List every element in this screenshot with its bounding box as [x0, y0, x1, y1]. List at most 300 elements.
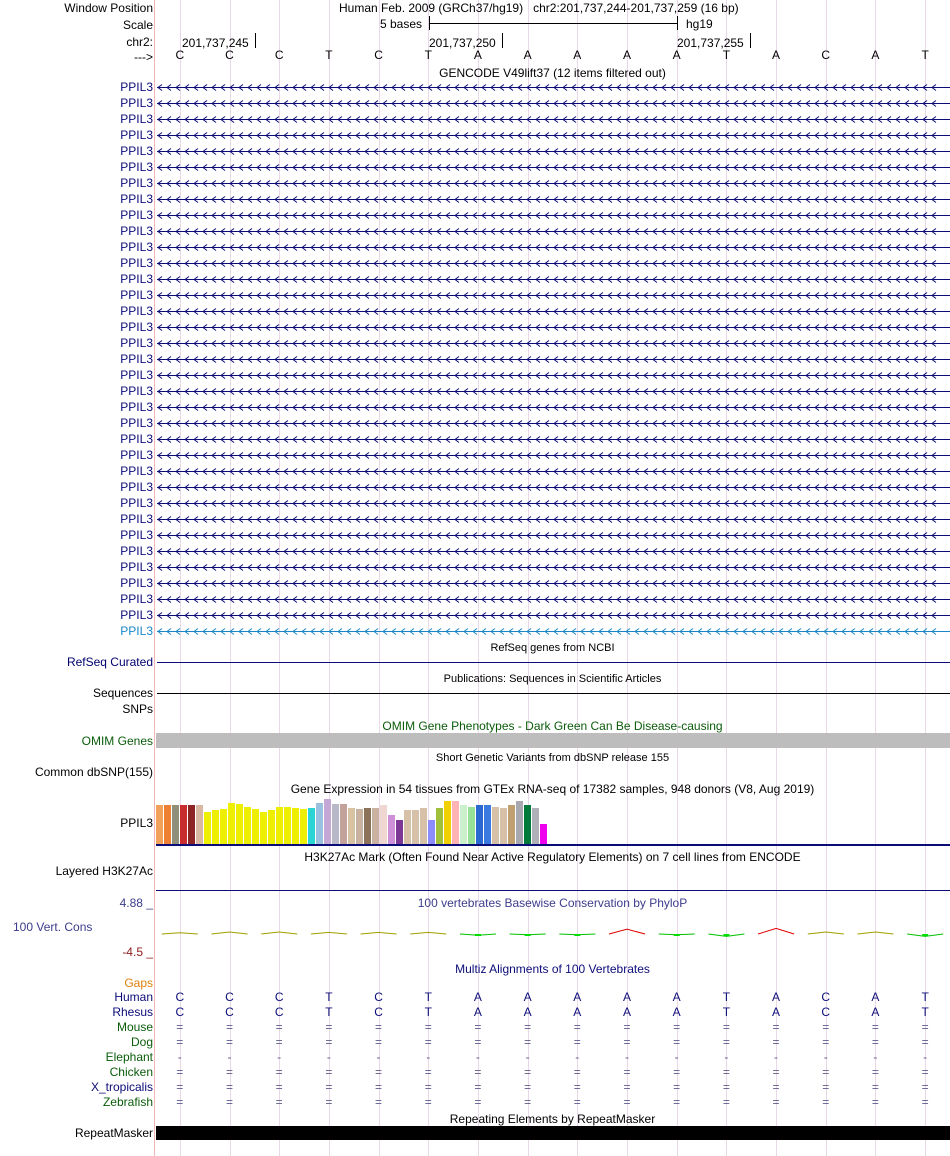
gtex-track-label[interactable]: PPIL3	[120, 816, 153, 830]
gencode-transcript-label[interactable]: PPIL3	[120, 352, 153, 366]
gencode-transcript-line[interactable]	[155, 448, 950, 462]
alignment-cell: A	[523, 990, 532, 1004]
gtex-tissue-bar[interactable]	[156, 805, 163, 845]
alignment-cell: =	[573, 1095, 581, 1109]
alignment-cell: T	[722, 990, 731, 1004]
alignment-cell: -	[923, 1050, 928, 1064]
gencode-transcript-line[interactable]	[155, 576, 950, 590]
alignment-cell: =	[822, 1020, 830, 1034]
alignment-cell: =	[921, 1080, 929, 1094]
alignment-cell: =	[722, 1065, 730, 1079]
alignment-cell: =	[424, 1020, 432, 1034]
alignment-cell: =	[871, 1065, 879, 1079]
alignment-cell: C	[274, 990, 284, 1004]
base-letter: C	[175, 48, 185, 62]
gencode-transcript-line[interactable]	[155, 608, 950, 622]
base-letter: A	[622, 48, 631, 62]
gencode-transcript-line[interactable]	[155, 544, 950, 558]
alignment-cell: =	[573, 1035, 581, 1049]
alignment-cell: =	[325, 1065, 333, 1079]
window-position: chr2:201,737,244-201,737,259 (16 bp)	[533, 1, 739, 15]
gencode-transcript-line[interactable]	[155, 96, 950, 110]
alignment-cell: T	[722, 1005, 731, 1019]
gencode-transcript-label[interactable]: PPIL3	[120, 464, 153, 478]
alignment-cell: =	[871, 1035, 879, 1049]
alignment-cell: T	[921, 990, 929, 1004]
h3k27ac-track-label[interactable]: Layered H3K27Ac	[55, 864, 153, 878]
alignment-cell: =	[176, 1095, 184, 1109]
refseq-track-title: RefSeq genes from NCBI	[490, 642, 615, 654]
assembly-name: Human Feb. 2009 (GRCh37/hg19)	[339, 1, 524, 15]
scale-bar-end	[677, 16, 678, 30]
gencode-transcript-line[interactable]	[155, 192, 950, 206]
gencode-transcript-line[interactable]	[155, 320, 950, 334]
base-letter: T	[325, 48, 333, 62]
phylop-negative-mark	[574, 934, 580, 936]
alignment-cell: C	[821, 990, 831, 1004]
alignment-cell: =	[424, 1065, 432, 1079]
gtex-tissue-bar[interactable]	[228, 803, 235, 845]
alignment-cell: =	[673, 1035, 681, 1049]
species-alignment-row	[155, 1080, 950, 1094]
alignment-cell: -	[227, 1050, 232, 1064]
alignment-cell: A	[523, 1005, 532, 1019]
alignment-cell: =	[921, 1035, 929, 1049]
gtex-tissue-bar[interactable]	[468, 807, 475, 845]
gtex-tissue-bar[interactable]	[236, 804, 243, 845]
phylop-score-mark	[609, 929, 645, 934]
dbsnp-track-title: Short Genetic Variants from dbSNP release 155	[435, 752, 670, 764]
alignment-cell: A	[772, 990, 781, 1004]
alignment-cell: A	[672, 1005, 681, 1019]
gtex-tissue-bar[interactable]	[420, 808, 427, 845]
gencode-transcript-line[interactable]	[155, 560, 950, 574]
gtex-tissue-bar[interactable]	[476, 805, 483, 845]
alignment-cell: -	[624, 1050, 629, 1064]
alignment-cell: A	[473, 1005, 482, 1019]
base-letter: A	[772, 48, 781, 62]
gencode-transcript-label[interactable]: PPIL3	[120, 208, 153, 222]
publications-track-title: Publications: Sequences in Scientific Articles	[443, 673, 662, 685]
base-letter: C	[374, 48, 383, 62]
alignment-cell: =	[225, 1020, 233, 1034]
alignment-cell: =	[822, 1035, 830, 1049]
alignment-cell: =	[623, 1095, 631, 1109]
gtex-tissue-bar[interactable]	[388, 815, 395, 845]
phylop-score-mark	[410, 932, 446, 934]
alignment-cell: =	[325, 1080, 333, 1094]
alignment-cell: =	[573, 1065, 581, 1079]
gtex-tissue-bar[interactable]	[292, 808, 299, 845]
alignment-cell: =	[225, 1095, 233, 1109]
gencode-transcript-label[interactable]: PPIL3	[120, 608, 153, 622]
gtex-tissue-bar[interactable]	[444, 801, 451, 845]
repeatmasker-track-title: Repeating Elements by RepeatMasker	[449, 1112, 656, 1126]
species-label[interactable]: Chicken	[109, 1065, 153, 1079]
phylop-max-label: 4.88 _	[119, 896, 153, 910]
alignment-cell: =	[673, 1065, 681, 1079]
alignment-cell: -	[376, 1050, 381, 1064]
species-alignment-row	[155, 990, 950, 1004]
alignment-cell: =	[673, 1020, 681, 1034]
alignment-cell: -	[177, 1050, 182, 1064]
alignment-cell: C	[225, 990, 234, 1004]
alignment-cell: =	[772, 1095, 780, 1109]
db-label: hg19	[686, 17, 713, 31]
gencode-transcript-label[interactable]: PPIL3	[120, 576, 153, 590]
species-alignment-row	[155, 1035, 950, 1049]
gtex-tissue-bar[interactable]	[268, 810, 275, 845]
species-label[interactable]: Mouse	[116, 1020, 153, 1034]
alignment-cell: =	[623, 1035, 631, 1049]
assembly-title	[339, 1, 739, 15]
base-letter: A	[672, 48, 681, 62]
alignment-cell: =	[573, 1020, 581, 1034]
gencode-transcript-line[interactable]	[155, 464, 950, 478]
species-label[interactable]: X_tropicalis	[90, 1080, 153, 1094]
gtex-tissue-bar[interactable]	[180, 805, 187, 845]
alignment-cell: A	[573, 990, 582, 1004]
gtex-tissue-bar[interactable]	[164, 805, 171, 845]
gtex-tissue-bar[interactable]	[188, 805, 195, 845]
gtex-tissue-bar[interactable]	[436, 808, 443, 845]
alignment-cell: C	[225, 1005, 234, 1019]
gencode-transcript-line[interactable]	[155, 432, 950, 446]
tick-label-1: 201,737,245	[182, 36, 249, 50]
gtex-tissue-bar[interactable]	[196, 805, 203, 845]
alignment-cell: -	[475, 1050, 480, 1064]
alignment-cell: =	[275, 1020, 283, 1034]
alignment-cell: =	[375, 1095, 383, 1109]
gencode-transcript-line[interactable]	[155, 384, 950, 398]
gtex-tissue-bar[interactable]	[324, 799, 331, 845]
scale-bar	[429, 23, 677, 24]
gencode-transcript-label[interactable]: PPIL3	[120, 192, 153, 206]
species-label[interactable]: Zebrafish	[102, 1095, 153, 1109]
alignment-cell: =	[822, 1065, 830, 1079]
gencode-transcript-line[interactable]	[155, 496, 950, 510]
gencode-transcript-label[interactable]: PPIL3	[120, 96, 153, 110]
gtex-tissue-bar[interactable]	[332, 804, 339, 845]
gtex-tissue-bar[interactable]	[372, 808, 379, 845]
gencode-transcript-label[interactable]: PPIL3	[120, 128, 153, 142]
gencode-transcript-label[interactable]: PPIL3	[120, 160, 153, 174]
gencode-track-title: GENCODE V49lift37 (12 items filtered out)	[439, 66, 666, 80]
gencode-transcript-line[interactable]	[155, 592, 950, 606]
alignment-cell: =	[225, 1080, 233, 1094]
phylop-score-mark	[758, 928, 794, 934]
alignment-cell: =	[325, 1095, 333, 1109]
alignment-cell: =	[375, 1020, 383, 1034]
species-alignment-row	[155, 1095, 950, 1109]
gencode-transcript-label[interactable]: PPIL3	[120, 432, 153, 446]
phylop-score-mark	[162, 933, 198, 934]
gencode-transcript-line[interactable]	[155, 368, 950, 382]
gencode-transcript-label[interactable]: PPIL3	[120, 176, 153, 190]
gencode-transcript-label[interactable]: PPIL3	[120, 496, 153, 510]
alignment-cell: =	[871, 1020, 879, 1034]
alignment-cell: C	[175, 990, 185, 1004]
alignment-cell: =	[673, 1095, 681, 1109]
refseq-gene-line[interactable]	[157, 662, 950, 663]
multiz-track-title: Multiz Alignments of 100 Vertebrates	[455, 962, 650, 976]
chr-label: chr2:	[126, 35, 153, 49]
alignment-cell: =	[474, 1080, 482, 1094]
gtex-tissue-bar[interactable]	[212, 810, 219, 845]
alignment-cell: T	[424, 990, 432, 1004]
gencode-transcript-line[interactable]	[155, 256, 950, 270]
gencode-transcript-line[interactable]	[155, 624, 950, 638]
alignment-cell: T	[921, 1005, 929, 1019]
gencode-transcript-line[interactable]	[155, 336, 950, 350]
phylop-score-mark	[212, 932, 248, 934]
alignment-cell: =	[623, 1080, 631, 1094]
gencode-transcript-label[interactable]: PPIL3	[120, 528, 153, 542]
alignment-cell: -	[426, 1050, 431, 1064]
gtex-tissue-bar[interactable]	[492, 807, 499, 845]
gtex-tissue-bar[interactable]	[484, 805, 491, 845]
alignment-cell: =	[623, 1065, 631, 1079]
gencode-transcript-line[interactable]	[155, 400, 950, 414]
alignment-cell: =	[225, 1035, 233, 1049]
alignment-cell: =	[424, 1080, 432, 1094]
alignment-cell: A	[772, 1005, 781, 1019]
gtex-expression-bars[interactable]	[156, 799, 556, 845]
gencode-transcript-line[interactable]	[155, 304, 950, 318]
gencode-transcript-line[interactable]	[155, 528, 950, 542]
omim-track-title: OMIM Gene Phenotypes - Dark Green Can Be Disease-causing	[382, 719, 723, 733]
gencode-transcript-label[interactable]: PPIL3	[120, 144, 153, 158]
alignment-cell: -	[823, 1050, 828, 1064]
gtex-tissue-bar[interactable]	[460, 805, 467, 845]
alignment-cell: C	[274, 1005, 284, 1019]
alignment-cell: =	[524, 1095, 532, 1109]
alignment-cell: A	[473, 990, 482, 1004]
gencode-transcript-label[interactable]: PPIL3	[120, 448, 153, 462]
alignment-cell: =	[623, 1020, 631, 1034]
gaps-track-label[interactable]: Gaps	[124, 976, 153, 990]
alignment-cell: =	[871, 1095, 879, 1109]
gencode-transcript-label[interactable]: PPIL3	[120, 240, 153, 254]
gencode-transcript-label[interactable]: PPIL3	[120, 480, 153, 494]
gtex-tissue-bar[interactable]	[244, 807, 251, 845]
gencode-transcript-label[interactable]: PPIL3	[120, 304, 153, 318]
gencode-transcript-label[interactable]: PPIL3	[120, 336, 153, 350]
alignment-cell: =	[772, 1080, 780, 1094]
gencode-transcript-label[interactable]: PPIL3	[120, 288, 153, 302]
gtex-tissue-bar[interactable]	[524, 805, 531, 845]
gtex-tissue-bar[interactable]	[300, 809, 307, 845]
alignment-cell: =	[275, 1065, 283, 1079]
gencode-transcript-line[interactable]	[155, 416, 950, 430]
gencode-transcript-line[interactable]	[155, 480, 950, 494]
alignment-cell: T	[325, 990, 333, 1004]
alignment-cell: =	[722, 1020, 730, 1034]
alignment-cell: =	[325, 1035, 333, 1049]
refseq-track-label[interactable]: RefSeq Curated	[66, 655, 153, 669]
alignment-cell: -	[277, 1050, 282, 1064]
gencode-transcript-line[interactable]	[155, 512, 950, 526]
base-sequence	[155, 48, 950, 62]
gtex-tissue-bar[interactable]	[284, 807, 291, 845]
gencode-transcript-line[interactable]	[155, 176, 950, 190]
tick-mark-3	[750, 33, 751, 48]
gencode-transcript-line[interactable]	[155, 352, 950, 366]
dbsnp-track-label[interactable]: Common dbSNP(155)	[34, 765, 153, 779]
tick-label-3: 201,737,255	[677, 36, 744, 50]
alignment-cell: =	[176, 1035, 184, 1049]
species-alignment-row	[155, 1020, 950, 1034]
gtex-tissue-bar[interactable]	[260, 812, 267, 845]
phylop-min-label: -4.5 _	[122, 945, 153, 959]
gencode-transcript-label[interactable]: PPIL3	[120, 272, 153, 286]
gencode-transcript-label[interactable]: PPIL3	[120, 416, 153, 430]
scale-label: Scale	[122, 18, 153, 32]
gencode-transcript-label[interactable]: PPIL3	[120, 512, 153, 526]
gtex-tissue-bar[interactable]	[412, 810, 419, 845]
repeatmasker-bar[interactable]	[156, 1126, 950, 1140]
alignment-cell: =	[772, 1020, 780, 1034]
phylop-score-mark	[857, 932, 893, 934]
gencode-transcript-label[interactable]: PPIL3	[120, 400, 153, 414]
base-letter: A	[871, 48, 880, 62]
gencode-transcript-line[interactable]	[155, 240, 950, 254]
gtex-tissue-bar[interactable]	[316, 803, 323, 845]
gtex-tissue-bar[interactable]	[172, 805, 179, 845]
gtex-tissue-bar[interactable]	[220, 809, 227, 845]
alignment-cell: =	[275, 1035, 283, 1049]
gencode-transcript-line[interactable]	[155, 288, 950, 302]
tick-mark-2	[502, 33, 503, 48]
phylop-track-label[interactable]: 100 Vert. Cons	[13, 920, 93, 934]
species-label[interactable]: Human	[114, 990, 153, 1004]
gencode-transcript-label[interactable]: PPIL3	[120, 224, 153, 238]
gtex-tissue-bar[interactable]	[540, 824, 547, 845]
alignment-cell: T	[424, 1005, 432, 1019]
gencode-transcript-label[interactable]: PPIL3	[120, 560, 153, 574]
alignment-cell: =	[375, 1065, 383, 1079]
alignment-cell: =	[921, 1095, 929, 1109]
base-letter: C	[821, 48, 831, 62]
omim-track-label[interactable]: OMIM Genes	[81, 734, 153, 748]
alignment-cell: =	[871, 1080, 879, 1094]
gencode-transcript-line[interactable]	[155, 160, 950, 174]
alignment-cell: =	[722, 1035, 730, 1049]
gtex-tissue-bar[interactable]	[308, 808, 315, 845]
species-label[interactable]: Dog	[130, 1035, 153, 1049]
phylop-conservation-plot[interactable]	[155, 910, 950, 956]
gencode-transcript-line[interactable]	[155, 112, 950, 126]
alignment-cell: =	[474, 1095, 482, 1109]
gencode-transcript-line[interactable]	[155, 272, 950, 286]
alignment-cell: -	[774, 1050, 779, 1064]
gencode-transcript-line[interactable]	[155, 208, 950, 222]
alignment-cell: =	[474, 1035, 482, 1049]
alignment-cell: =	[375, 1080, 383, 1094]
alignment-cell: =	[474, 1065, 482, 1079]
alignment-cell: =	[375, 1035, 383, 1049]
gencode-transcript-line[interactable]	[155, 80, 950, 94]
alignment-cell: -	[674, 1050, 679, 1064]
gencode-transcript-label[interactable]: PPIL3	[120, 592, 153, 606]
omim-gene-bar[interactable]	[156, 733, 950, 748]
phylop-score-mark	[361, 932, 397, 934]
alignment-cell: =	[573, 1080, 581, 1094]
alignment-cell: -	[873, 1050, 878, 1064]
sequences-line[interactable]	[157, 693, 950, 694]
gencode-transcript-label[interactable]: PPIL3	[120, 112, 153, 126]
alignment-cell: A	[622, 1005, 631, 1019]
gtex-tissue-bar[interactable]	[204, 812, 211, 845]
h3k27ac-track-title: H3K27Ac Mark (Often Found Near Active Regulatory Elements) on 7 cell lines from ENCODE	[304, 850, 801, 864]
phylop-score-mark	[261, 932, 297, 934]
alignment-cell: =	[325, 1020, 333, 1034]
gtex-tissue-bar[interactable]	[356, 809, 363, 845]
gencode-transcript-line[interactable]	[155, 128, 950, 142]
gencode-transcript-label[interactable]: PPIL3	[120, 368, 153, 382]
gencode-transcript-label[interactable]: PPIL3	[120, 384, 153, 398]
gtex-tissue-bar[interactable]	[508, 805, 515, 845]
gencode-transcript-label[interactable]: PPIL3	[120, 80, 153, 94]
alignment-cell: C	[175, 1005, 185, 1019]
gencode-transcript-label[interactable]: PPIL3	[120, 624, 153, 638]
gtex-tissue-bar[interactable]	[428, 820, 435, 845]
strand-arrow-label: --->	[134, 50, 153, 64]
gtex-tissue-bar[interactable]	[452, 801, 459, 845]
gtex-baseline	[156, 844, 950, 846]
alignment-cell: =	[176, 1080, 184, 1094]
phylop-score-mark	[311, 932, 347, 934]
phylop-negative-mark	[475, 934, 481, 936]
gtex-tissue-bar[interactable]	[380, 805, 387, 845]
alignment-cell: =	[275, 1095, 283, 1109]
alignment-cell: -	[525, 1050, 530, 1064]
species-label[interactable]: Elephant	[105, 1050, 153, 1064]
gencode-transcript-label[interactable]: PPIL3	[120, 320, 153, 334]
alignment-cell: =	[524, 1020, 532, 1034]
gtex-tissue-bar[interactable]	[404, 810, 411, 845]
gtex-tissue-bar[interactable]	[500, 808, 507, 845]
phylop-negative-mark	[723, 934, 729, 936]
gtex-tissue-bar[interactable]	[364, 808, 371, 845]
base-letter: A	[573, 48, 582, 62]
tick-label-2: 201,737,250	[429, 36, 496, 50]
gtex-tissue-bar[interactable]	[348, 808, 355, 845]
repeatmasker-track-label[interactable]: RepeatMasker	[74, 1126, 153, 1140]
gencode-transcript-label[interactable]: PPIL3	[120, 544, 153, 558]
scale-text: 5 bases	[380, 17, 423, 31]
gtex-tissue-bar[interactable]	[396, 820, 403, 845]
gtex-tissue-bar[interactable]	[340, 804, 347, 845]
alignment-cell: C	[374, 990, 383, 1004]
gencode-transcript-line[interactable]	[155, 144, 950, 158]
alignment-cell: =	[722, 1080, 730, 1094]
gtex-tissue-bar[interactable]	[252, 809, 259, 845]
species-label[interactable]: Rhesus	[112, 1005, 153, 1019]
phylop-track-title: 100 vertebrates Basewise Conservation by PhyloP	[417, 896, 688, 910]
alignment-cell: =	[673, 1080, 681, 1094]
gtex-tissue-bar[interactable]	[516, 801, 523, 845]
tick-mark-1	[255, 33, 256, 48]
gencode-transcript-line[interactable]	[155, 224, 950, 238]
gtex-tissue-bar[interactable]	[532, 808, 539, 845]
gencode-transcript-label[interactable]: PPIL3	[120, 256, 153, 270]
snps-track-label[interactable]: SNPs	[122, 702, 153, 716]
gtex-tissue-bar[interactable]	[276, 807, 283, 845]
alignment-cell: A	[573, 1005, 582, 1019]
base-letter: A	[523, 48, 532, 62]
sequences-track-label[interactable]: Sequences	[92, 686, 153, 700]
